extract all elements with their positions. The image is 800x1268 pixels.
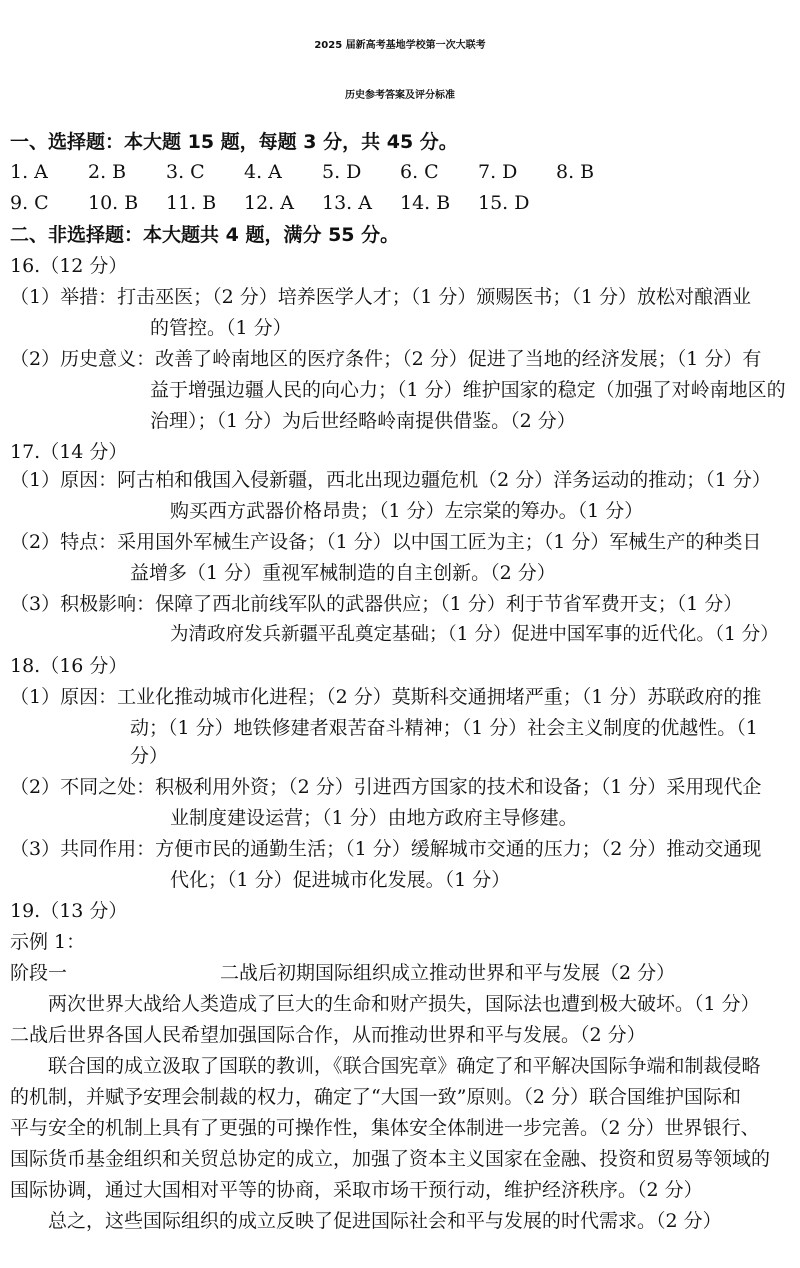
paragraph-line: 总之，这些国际组织的成立反映了促进国际社会和平与发展的时代需求。（2 分） [48,1210,722,1232]
document-subtitle: 历史参考答案及评分标准 [345,90,455,101]
answer-text-line: （3）积极影响：保障了西北前线军队的武器供应；（1 分）利于节省军费开支；（1 分） [10,593,743,615]
answer-text-line: 购买西方武器价格昂贵；（1 分）左宗棠的筹办。（1 分） [170,500,644,522]
paragraph-line: 二战后世界各国人民希望加强国际合作，从而推动世界和平与发展。（2 分） [10,1024,646,1046]
answer-item: 6. C [400,161,439,183]
answer-text-line: （1）举措：打击巫医；（2 分）培养医学人才；（1 分）颁赐医书；（1 分）放松对酿酒业 [10,286,751,308]
answer-item: 12. A [244,192,294,214]
document-title: 2025 届新高考基地学校第一次大联考 [314,40,486,51]
question-19-heading: 19.（13 分） [10,900,128,922]
answer-text-line: 代化；（1 分）促进城市化发展。（1 分） [170,869,511,891]
answer-text-line: 益增多（1 分）重视军械制造的自主创新。（2 分） [130,562,556,584]
question-16-heading: 16.（12 分） [10,255,128,277]
answer-item: 9. C [10,192,49,214]
question-18-heading: 18.（16 分） [10,655,128,677]
answer-text-line: （3）共同作用：方便市民的通勤生活；（1 分）缓解城市交通的压力；（2 分）推动交通现 [10,838,762,860]
answer-text-line: （2）特点：采用国外军械生产设备；（1 分）以中国工匠为主；（1 分）军械生产的种类日 [10,531,762,553]
answer-item: 14. B [400,192,451,214]
answer-item: 8. B [556,161,595,183]
answer-item: 4. A [244,161,282,183]
section-heading-open: 二、非选择题：本大题共 4 题，满分 55 分。 [10,224,400,246]
answer-item: 10. B [88,192,139,214]
answer-text-line: （1）原因：阿古柏和俄国入侵新疆，西北出现边疆危机（2 分）洋务运动的推动；（1 分） [10,469,771,491]
paragraph-line: 国际协调，通过大国相对平等的协商，采取市场干预行动，维护经济秩序。（2 分） [10,1179,703,1201]
paragraph-line: 国际货币基金组织和关贸总协定的成立，加强了资本主义国家在金融、投资和贸易等领域的 [10,1148,771,1170]
answer-text-line: 业制度建设运营；（1 分）由地方政府主导修建。 [170,807,578,829]
answer-text-line: （1）原因：工业化推动城市化进程；（2 分）莫斯科交通拥堵严重；（1 分）苏联政府的推 [10,686,762,708]
answer-text-line: 为清政府发兵新疆平乱奠定基础；（1 分）促进中国军事的近代化。（1 分） [170,624,779,645]
section-heading-choice: 一、选择题：本大题 15 题，每题 3 分，共 45 分。 [10,131,458,153]
answer-text-line: （2）历史意义：改善了岭南地区的医疗条件；（2 分）促进了当地的经济发展；（1 分）有 [10,348,762,370]
answer-item: 15. D [478,192,530,214]
paragraph-line: 平与安全的机制上具有了更强的可操作性，集体安全体制进一步完善。（2 分）世界银行、 [10,1117,760,1139]
answer-row-1 [10,160,634,184]
answer-item: 5. D [322,161,362,183]
paragraph-line: 的机制，并赋予安理会制裁的权力，确定了“大国一致”原则。（2 分）联合国维护国际和 [10,1086,742,1108]
answer-item: 7. D [478,161,518,183]
answer-item: 3. C [166,161,205,183]
answer-text-line: 分） [130,745,169,767]
answer-item: 13. A [322,192,372,214]
stage-label: 阶段一 [10,962,68,984]
stage-title: 二战后初期国际组织成立推动世界和平与发展（2 分） [220,962,676,984]
paragraph-line: 联合国的成立汲取了国联的教训，《联合国宪章》确定了和平解决国际争端和制裁侵略 [48,1055,761,1077]
answer-item: 1. A [10,161,48,183]
answer-text-line: 治理）；（1 分）为后世经略岭南提供借鉴。（2 分） [150,410,576,432]
answer-row-2 [10,191,556,215]
answer-text-line: 动；（1 分）地铁修建者艰苦奋斗精神；（1 分）社会主义制度的优越性。（1 [130,717,758,739]
paragraph-line: 两次世界大战给人类造成了巨大的生命和财产损失，国际法也遭到极大破坏。（1 分） [48,993,760,1015]
answer-text-line: （2）不同之处：积极利用外资；（2 分）引进西方国家的技术和设备；（1 分）采用现代企 [10,776,762,798]
answer-text-line: 的管控。（1 分） [150,317,292,339]
example-label: 示例 1： [10,931,86,953]
question-17-heading: 17.（14 分） [10,441,128,463]
answer-item: 2. B [88,161,127,183]
answer-item: 11. B [166,192,217,214]
answer-text-line: 益于增强边疆人民的向心力；（1 分）维护国家的稳定（加强了对岭南地区的 [150,379,786,401]
